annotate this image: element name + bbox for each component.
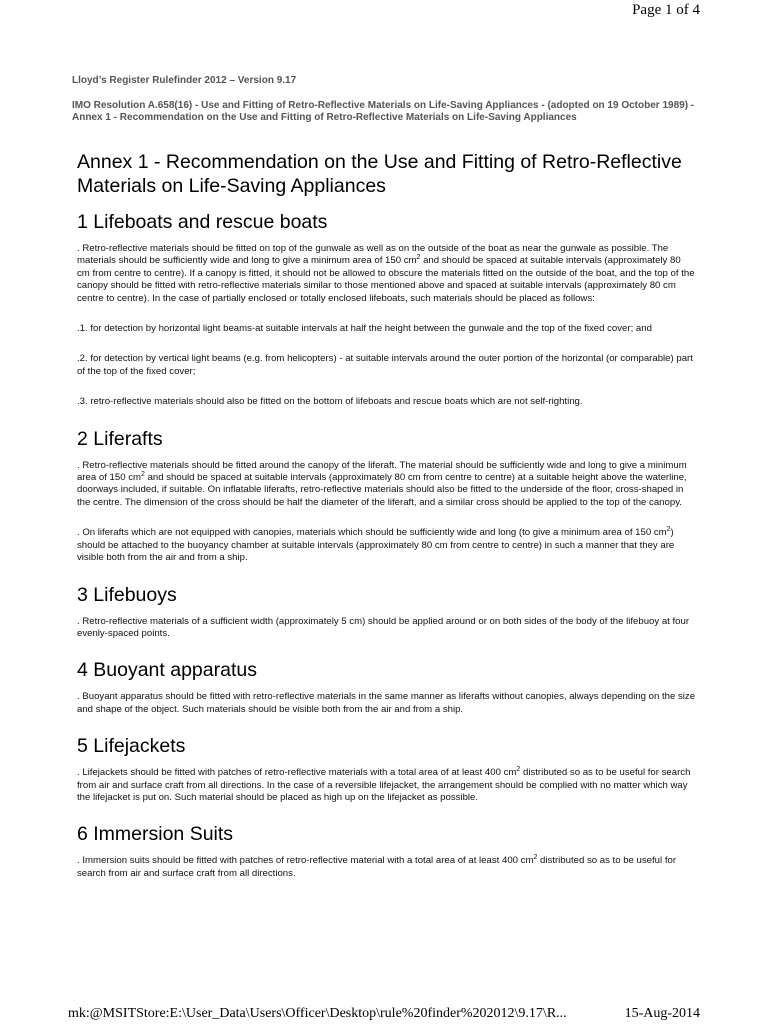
paragraph-liferafts-no-canopy: . On liferafts which are not equipped with canopies, materials which should be sufficiently wide and long (to give a minimum area of 150 $cm^2$) should be attached to the buoyancy chamber at suitable intervals (approximately 80 cm from centre to centre) in such a manner that they are visible both from the air and from a ship. — [77, 526, 675, 564]
page-number: Page 1 of 4 — [632, 2, 700, 18]
paragraph-lifejackets: . Lifejackets should be fitted with patches of retro-reflective materials with a total area of at least 400 $cm^2$ distributed so as to be useful for search from air and surface craft from all directions. In the case of a reversible lifejacket, the arrangement should be complied with no matter which way the lifejacket is put on. Such material should be placed as high up on the lifejacket as possible. — [77, 766, 691, 803]
section-heading-buoyant-apparatus: 4 Buoyant apparatus — [77, 659, 257, 682]
annex-title: Annex 1 - Recommendation on the Use and Fitting of Retro-Reflective Materials on Life-Saving Appliances — [77, 151, 682, 197]
section-heading-lifeboats: 1 Lifeboats and rescue boats — [77, 211, 328, 233]
document-body — [77, 150, 696, 898]
section-heading-immersion-suits: 6 Immersion Suits — [77, 823, 234, 846]
paragraph-buoyant-apparatus: . Buoyant apparatus should be fitted with retro-reflective materials in the same manner as liferafts without canopies, always depending on the size and shape of the object. Such materials should be visible both from the air and from a ship. — [77, 691, 696, 715]
paragraph-liferafts-canopy: . Retro-reflective materials should be fitted around the canopy of the liferaft. The material should be sufficiently wide and long to give a minimum area of 150 $cm^2$ and should be spaced at suitable intervals (approximately 80 cm from centre to centre) at a suitable height above the waterline, doorways included, if suitable. On inflatable liferafts, retro-reflective materials should also be fitted to the underside of the floor, cross-shaped in the centre. The dimension of the cross should be half the diameter of the liferaft, and a similar cross should be applied to the top of the canopy. — [77, 459, 687, 508]
section-heading-lifejackets: 5 Lifejackets — [77, 735, 186, 758]
list-item-vertical-detection: .2. for detection by vertical light beams (e.g. from helicopters) - at suitable intervals around the outer portion of the horizontal (or comparable) part of the top of the fixed cover; — [77, 353, 693, 377]
list-item-bottom-fitting: .3. retro-reflective materials should also be fitted on the bottom of lifeboats and rescue boats which are not self-righting. — [77, 396, 583, 408]
document-source-title: Lloyd’s Register Rulefinder 2012 – Version 9.17 — [72, 75, 297, 86]
footer-date: 15-Aug-2014 — [624, 1006, 700, 1021]
paragraph-immersion-suits: . Immersion suits should be fitted with patches of retro-reflective material with a total area of at least 400 $cm^2$ distributed so as to be useful for search from air and surface craft from all directions. — [77, 854, 677, 879]
list-item-horizontal-detection: .1. for detection by horizontal light beams-at suitable intervals at half the height between the gunwale and the top of the fixed cover; and — [77, 323, 652, 335]
footer-file-path: mk:@MSITStore:E:\User_Data\Users\Officer\Desktop\rule%20finder%202012\9.17\R... — [68, 1006, 567, 1021]
resolution-reference: IMO Resolution A.658(16) - Use and Fitting of Retro-Reflective Materials on Life-Saving Appliances - (adopted on 19 October 1989) - Annex 1 - Recommendation on the Use and Fitting of Retro-Reflective Materials on Life-Saving Appliances — [72, 100, 695, 123]
paragraph-lifebuoys: . Retro-reflective materials of a sufficient width (approximately 5 cm) should be applied around or on both sides of the body of the lifebuoy at four evenly-spaced points. — [77, 615, 690, 639]
paragraph-lifeboats-intro: . Retro-reflective materials should be fitted on top of the gunwale as well as on the outside of the boat as near the gunwale as possible. The materials should be sufficiently wide and long to give a minimum area of 150 $cm^2$ and should be spaced at suitable intervals (approximately 80 cm from centre to centre). If a canopy is fitted, it should not be allowed to obscure the materials fitted on the outside of the boat, and the top of the canopy should be fitted with retro-reflective materials similar to those mentioned above and spaced at suitable intervals (approximately 80 cm centre to centre). In the case of partially enclosed or totally enclosed lifeboats, such materials should be placed as follows: — [77, 243, 695, 304]
section-heading-lifebuoys: 3 Lifebuoys — [77, 583, 177, 606]
section-heading-liferafts: 2 Liferafts — [77, 427, 163, 450]
